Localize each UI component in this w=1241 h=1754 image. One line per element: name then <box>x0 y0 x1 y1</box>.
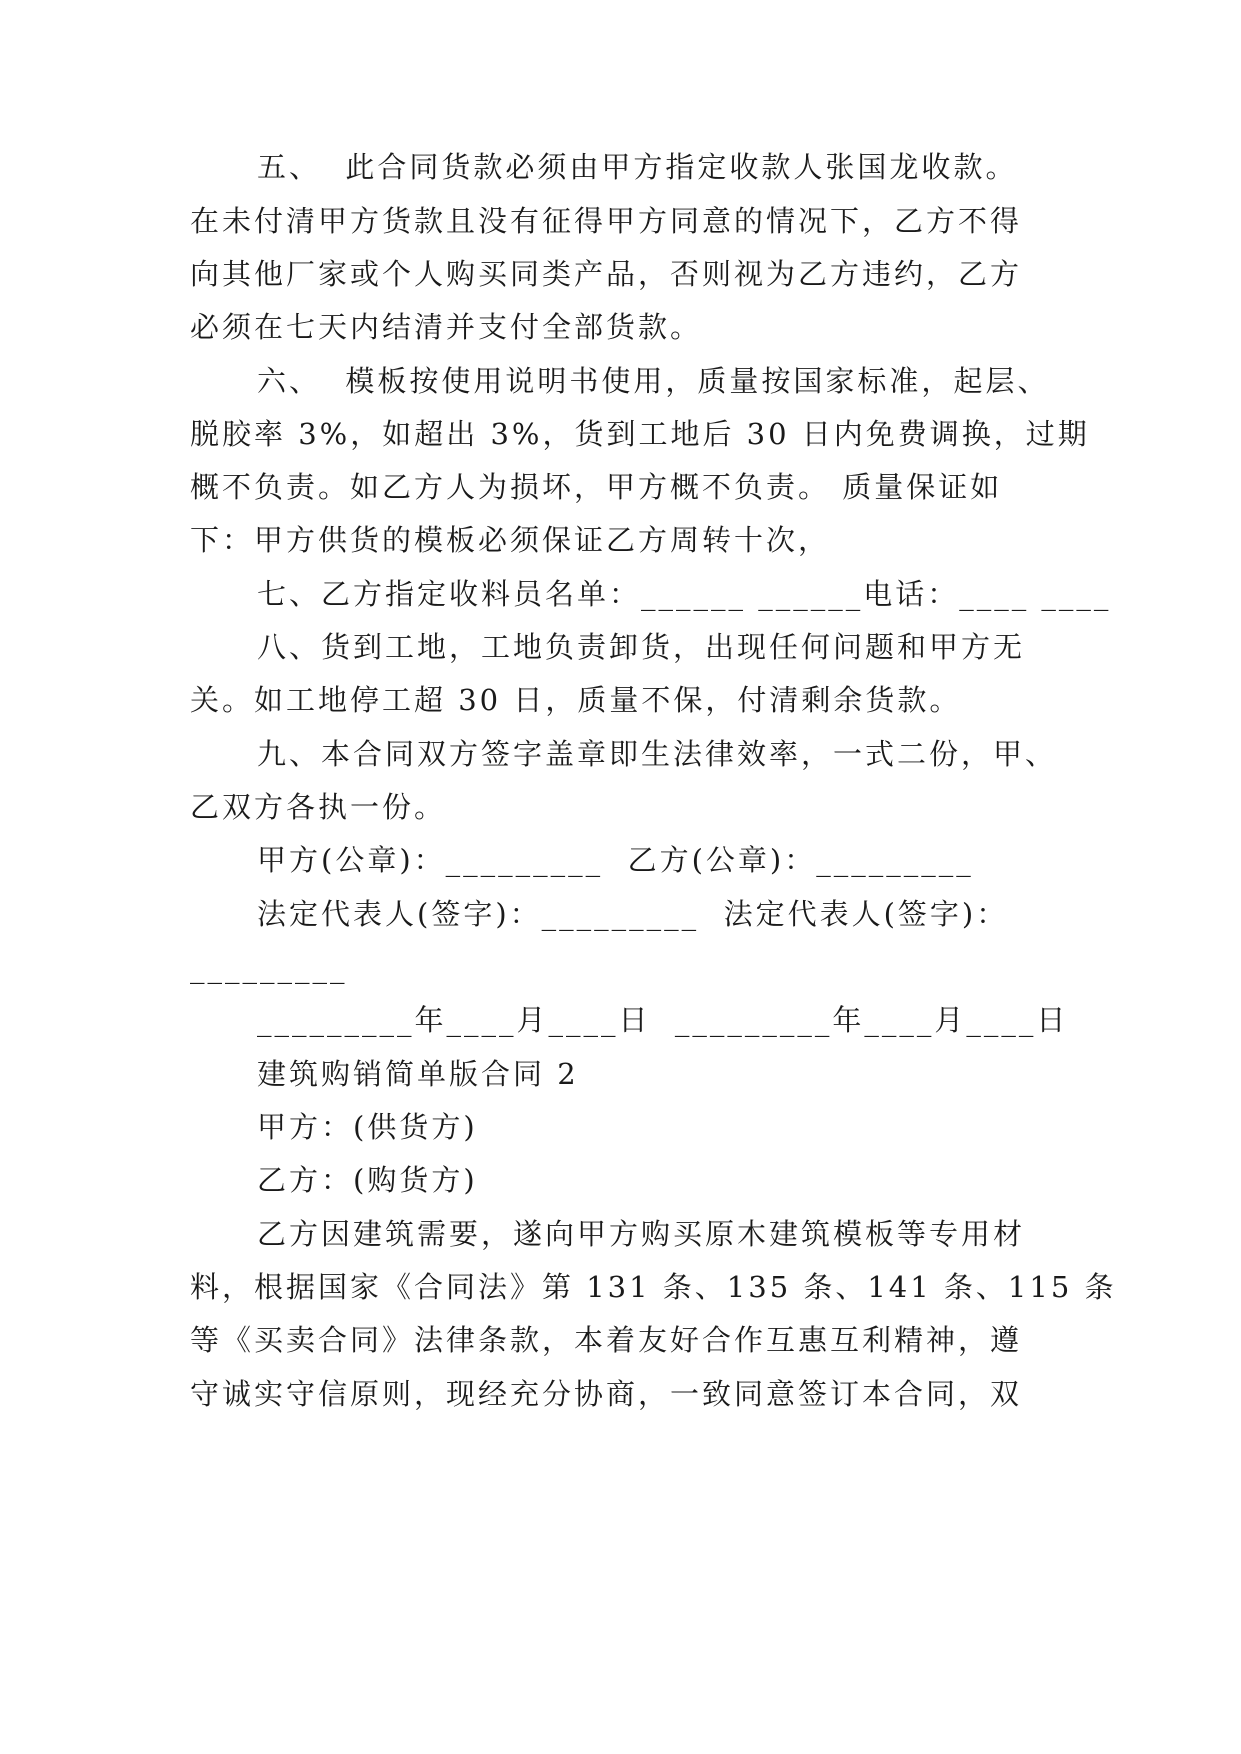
clause-6-line-1: 六、 模板按使用说明书使用，质量按国家标准，起层、 <box>257 364 1050 398</box>
preamble-line-3: 等《买卖合同》法律条款，本着友好合作互惠互利精神，遵 <box>190 1323 1023 1357</box>
preamble-line-2: 料，根据国家《合同法》第 131 条、135 条、141 条、115 条 <box>190 1270 1117 1304</box>
party-b: 乙方：(购货方) <box>257 1163 478 1197</box>
clause-5-line-2: 在未付清甲方货款且没有征得甲方同意的情况下，乙方不得 <box>190 204 1023 238</box>
signature-blank: _________ <box>190 950 348 984</box>
clause-6-line-2: 脱胶率 3%，如超出 3%，货到工地后 30 日内免费调换，过期 <box>190 417 1090 451</box>
clause-8-line-1: 八、货到工地，工地负责卸货，出现任何问题和甲方无 <box>257 630 1026 664</box>
preamble-line-4: 守诚实守信原则，现经充分协商，一致同意签订本合同，双 <box>190 1377 1023 1411</box>
preamble-line-1: 乙方因建筑需要，遂向甲方购买原木建筑模板等专用材 <box>257 1217 1026 1251</box>
party-a: 甲方：(供货方) <box>257 1110 478 1144</box>
date-line: _________年____月____日 _________年____月____日 <box>257 1003 1069 1037</box>
clause-6-line-4: 下：甲方供货的模板必须保证乙方周转十次， <box>190 523 831 557</box>
clause-5-line-1: 五、 此合同货款必须由甲方指定收款人张国龙收款。 <box>257 150 1018 184</box>
clause-9-line-1: 九、本合同双方签字盖章即生法律效率，一式二份，甲、 <box>257 737 1058 771</box>
contract-2-title: 建筑购销简单版合同 2 <box>257 1057 579 1091</box>
clause-9-line-2: 乙双方各执一份。 <box>190 790 447 824</box>
clause-5-line-4: 必须在七天内结清并支付全部货款。 <box>190 310 703 344</box>
clause-6-line-3: 概不负责。如乙方人为损坏，甲方概不负责。 质量保证如 <box>190 470 1003 504</box>
signature-line: 法定代表人(签字)：_________ 法定代表人(签字)： <box>257 897 1009 931</box>
seal-line: 甲方(公章)：_________ 乙方(公章)：_________ <box>257 843 974 877</box>
clause-7-line-1: 七、乙方指定收料员名单：______ ______电话：____ ____ <box>257 577 1112 611</box>
clause-8-line-2: 关。如工地停工超 30 日，质量不保，付清剩余货款。 <box>190 683 962 717</box>
clause-5-line-3: 向其他厂家或个人购买同类产品，否则视为乙方违约，乙方 <box>190 257 1023 291</box>
